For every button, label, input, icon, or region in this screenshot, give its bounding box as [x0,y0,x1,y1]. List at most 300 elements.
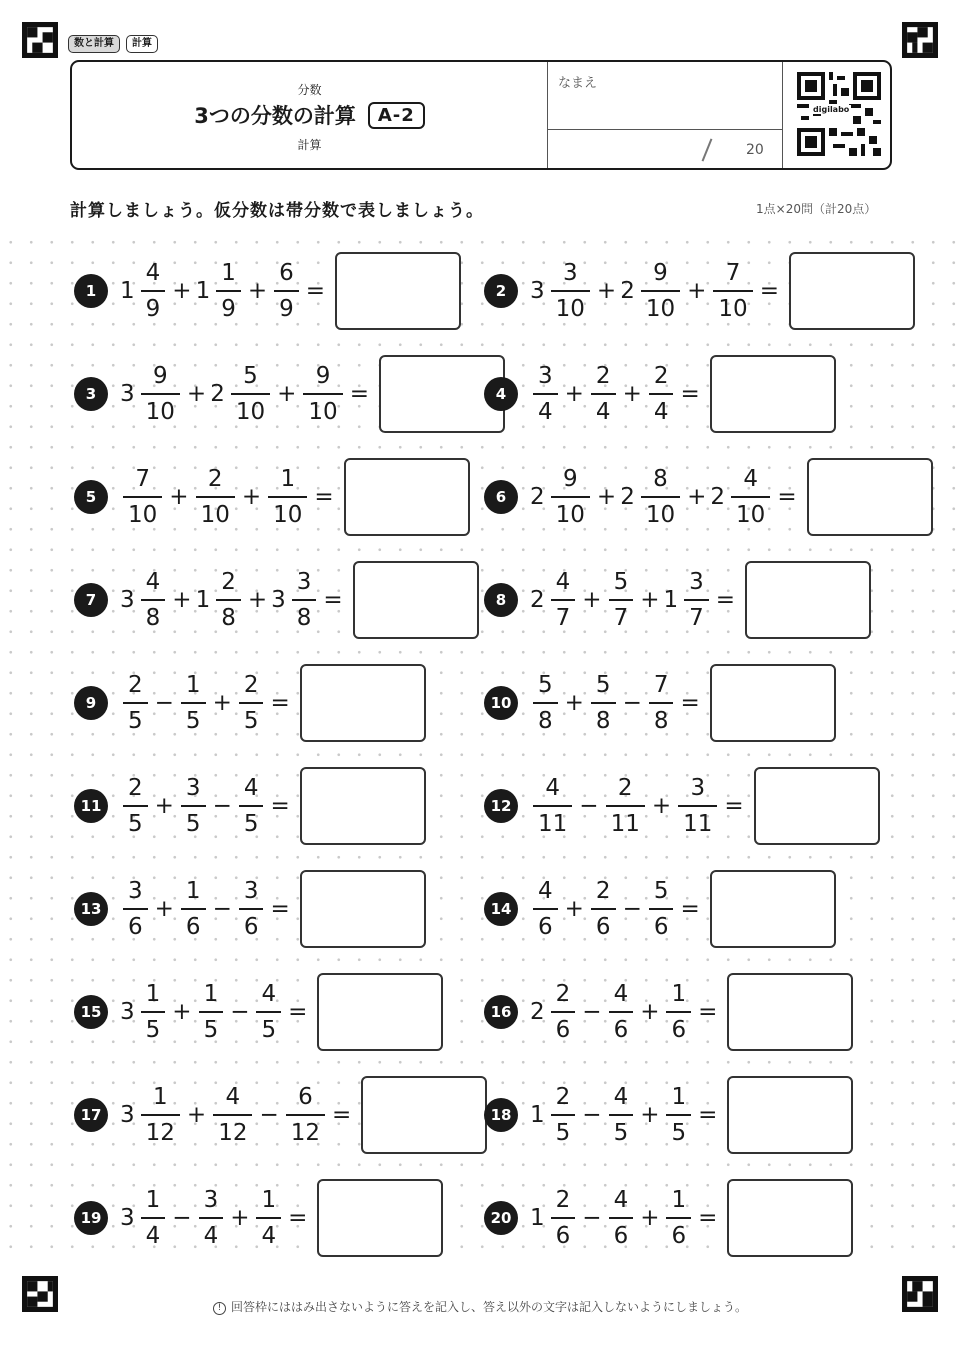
numerator: 5 [538,672,553,698]
numerator: 7 [653,672,669,698]
operator: + [247,278,268,304]
fraction-bar [239,702,264,704]
operator: + [564,896,584,922]
fraction-bar [591,702,616,704]
fraction [141,1081,180,1149]
equals-sign: = [777,484,797,510]
answer-box[interactable] [710,355,836,433]
answer-box[interactable] [300,767,426,845]
operator: − [622,896,642,922]
numerator: 5 [243,363,258,389]
fraction [181,875,206,943]
fraction-bar [141,290,166,292]
fraction-bar [141,599,166,601]
denominator: 10 [555,502,585,528]
numerator: 4 [145,260,161,286]
operator: + [172,999,192,1025]
operator: − [582,1102,602,1128]
problem-17 [74,1075,487,1155]
equals-sign: = [680,690,700,716]
operator: + [564,381,584,407]
fraction [649,360,674,428]
numerator: 4 [145,569,161,595]
fraction [684,566,709,634]
fraction [268,463,307,531]
fraction [303,360,342,428]
whole-number: 3 [120,1102,135,1128]
numerator: 2 [128,672,143,698]
answer-box[interactable] [353,561,479,639]
problem-number-badge: 12 [484,789,518,823]
denominator: 10 [235,399,266,425]
fraction-bar [199,1217,224,1219]
operator: + [640,1102,660,1128]
denominator: 6 [185,914,201,940]
whole-number: 3 [120,587,135,613]
problem-20 [484,1178,853,1258]
denominator: 8 [145,605,161,631]
fraction [609,978,634,1046]
fraction-bar [216,599,241,601]
fraction-bar [533,908,558,910]
denominator: 11 [610,811,640,837]
equals-sign: = [698,999,718,1025]
numerator: 2 [243,672,259,698]
worksheet-header [70,60,892,170]
numerator: 4 [243,775,259,801]
fraction-bar [666,1217,691,1219]
fraction-bar [303,393,342,395]
operator: − [582,1205,602,1231]
whole-number: 2 [530,587,545,613]
problem-6 [484,457,933,537]
denominator: 5 [185,811,201,837]
denominator: 4 [145,1223,161,1249]
fraction-bar [609,1114,634,1116]
answer-box[interactable] [727,1076,853,1154]
answer-box[interactable] [300,664,426,742]
title-block [72,62,547,168]
fraction [641,463,680,531]
numerator: 1 [671,981,687,1007]
numerator: 4 [613,981,629,1007]
fraction [649,669,674,737]
denominator: 10 [308,399,338,425]
denominator: 10 [736,502,766,528]
numerator: 4 [538,878,553,904]
operator: − [230,999,250,1025]
whole-number: 3 [530,278,545,304]
equals-sign: = [680,381,700,407]
answer-box[interactable] [745,561,871,639]
fraction [199,1184,224,1252]
fraction [533,669,558,737]
numerator: 2 [617,775,633,801]
numerator: 1 [145,981,161,1007]
operator: + [596,278,617,304]
fraction [641,257,680,325]
numerator: 4 [545,775,560,801]
denominator: 10 [555,296,585,322]
fraction-bar [649,393,674,395]
operator: − [154,690,174,716]
fraction-bar [609,1217,634,1219]
whole-number: 3 [120,381,135,407]
denominator: 5 [243,708,259,734]
denominator: 9 [221,296,236,322]
operator: + [564,690,584,716]
fraction [199,978,224,1046]
fraction-bar [713,290,752,292]
answer-box[interactable] [710,870,836,948]
fraction-bar [256,1217,281,1219]
numerator: 6 [298,1084,313,1110]
instruction-text: 計算しましょう。仮分数は帯分数で表しましょう。 [70,201,484,221]
problem-10 [484,663,836,743]
fraction-bar [123,908,148,910]
operator: + [186,1102,207,1128]
numerator: 4 [261,981,277,1007]
operator: − [212,793,232,819]
fraction-bar [256,1011,281,1013]
numerator: 3 [690,775,706,801]
denominator: 7 [555,605,571,631]
fraction [551,463,590,531]
numerator: 3 [296,569,312,595]
footer-note [0,1298,960,1315]
problem-number-badge: 5 [74,480,108,514]
numerator: 1 [280,466,296,492]
score-total: 20 [746,142,764,158]
numerator: 3 [538,363,553,389]
numerator: 4 [613,1084,629,1110]
fraction-bar [533,702,558,704]
numerator: 9 [152,363,168,389]
problem-number-badge: 16 [484,995,518,1029]
fraction [591,360,616,428]
equals-sign: = [270,793,290,819]
fraction [649,875,674,943]
whole-number: 1 [530,1102,545,1128]
denominator: 5 [613,1120,629,1146]
whole-number: 2 [530,484,545,510]
operator: + [640,587,660,613]
fraction [181,669,206,737]
fraction-bar [641,496,680,498]
numerator: 3 [203,1187,219,1213]
numerator: 1 [145,1187,161,1213]
fraction [216,257,241,325]
category-tags [68,35,158,53]
operator: + [596,484,617,510]
denominator: 10 [145,399,175,425]
numerator: 9 [653,260,668,286]
denominator: 6 [538,914,553,940]
problem-number-badge: 9 [74,686,108,720]
fraction-bar [731,496,770,498]
whole-number: 1 [195,278,211,304]
operator: + [154,896,174,922]
fraction [609,1081,634,1149]
fraction [239,875,264,943]
denominator: 6 [555,1017,571,1043]
denominator: 5 [243,811,259,837]
fraction [181,772,206,840]
fraction [196,463,235,531]
numerator: 1 [671,1187,687,1213]
score-slash [702,138,713,161]
fraction-bar [141,1217,166,1219]
numerator: 7 [725,260,741,286]
level-code-badge: A-2 [368,102,425,129]
fraction [551,566,576,634]
numerator: 3 [562,260,578,286]
numerator: 6 [279,260,294,286]
whole-number: 3 [120,999,135,1025]
fraction [141,257,166,325]
fraction [731,463,770,531]
numerator: 4 [225,1084,241,1110]
denominator: 7 [613,605,629,631]
answer-box[interactable] [710,664,836,742]
tag-subcategory: 計算 [126,35,158,53]
qr-block [782,62,891,168]
numerator: 2 [555,981,571,1007]
fraction-bar [196,496,235,498]
fraction [141,360,180,428]
problem-number-badge: 13 [74,892,108,926]
fraction [123,875,148,943]
denominator: 5 [185,708,201,734]
fraction [551,1081,576,1149]
answer-box[interactable] [807,458,933,536]
divider [548,129,783,130]
fraction [231,360,270,428]
numerator: 5 [653,878,669,904]
whole-number: 3 [120,1205,135,1231]
operator: − [212,896,232,922]
fraction-bar [684,599,709,601]
whole-number: 2 [620,278,635,304]
denominator: 11 [683,811,713,837]
operator: + [212,690,232,716]
fraction-bar [141,1114,180,1116]
operator: − [579,793,599,819]
problem-4 [484,354,836,434]
denominator: 8 [595,708,611,734]
fraction [609,566,634,634]
numerator: 7 [135,466,150,492]
problem-14 [484,869,836,949]
fraction [123,463,162,531]
equals-sign: = [724,793,744,819]
denominator: 5 [203,1017,219,1043]
denominator: 10 [645,502,676,528]
fraction [666,1081,691,1149]
denominator: 4 [538,399,553,425]
equals-sign: = [680,896,700,922]
fraction [286,1081,325,1149]
denominator: 12 [218,1120,248,1146]
operator: + [230,1205,250,1231]
denominator: 9 [145,296,161,322]
equals-sign: = [759,278,779,304]
numerator: 5 [613,569,629,595]
problem-number-badge: 8 [484,583,518,617]
denominator: 6 [128,914,143,940]
problem-16 [484,972,853,1052]
whole-number: 2 [710,484,726,510]
denominator: 5 [128,811,143,837]
fraction-bar [123,496,162,498]
problem-number-badge: 4 [484,377,518,411]
fraction [606,772,645,840]
operator: − [582,999,602,1025]
numerator: 3 [689,569,704,595]
fraction-bar [551,1011,576,1013]
fraction [239,772,264,840]
fraction [609,1184,634,1252]
fraction [274,257,299,325]
denominator: 8 [221,605,236,631]
denominator: 5 [128,708,143,734]
problem-number-badge: 7 [74,583,108,617]
numerator: 1 [185,878,201,904]
operator: − [172,1205,192,1231]
answer-box[interactable] [727,973,853,1051]
points-info: 1点×20問（計20点） [756,202,877,216]
answer-box[interactable] [361,1076,487,1154]
fraction-bar [216,290,241,292]
whole-number: 1 [663,587,679,613]
denominator: 9 [279,296,294,322]
fraction-bar [123,805,148,807]
fraction-bar [606,805,645,807]
operator: + [241,484,262,510]
fraction-bar [141,393,180,395]
numerator: 2 [595,878,611,904]
fraction [551,257,590,325]
title-row [72,100,547,130]
denominator: 11 [538,811,568,837]
operator: + [186,381,207,407]
corner-marker-icon [902,22,938,58]
fraction-bar [239,908,264,910]
problem-18 [484,1075,853,1155]
fraction-bar [666,1114,691,1116]
fraction-bar [609,599,634,601]
equals-sign: = [288,1205,308,1231]
numerator: 1 [671,1084,687,1110]
equals-sign: = [288,999,308,1025]
problem-11 [74,766,426,846]
fraction [141,978,166,1046]
denominator: 5 [671,1120,687,1146]
operator: + [622,381,642,407]
qr-code-icon [797,72,881,156]
problem-13 [74,869,426,949]
numerator: 1 [185,672,201,698]
fraction [678,772,717,840]
answer-box[interactable] [317,1179,443,1257]
equals-sign: = [715,587,736,613]
denominator: 5 [145,1017,161,1043]
denominator: 10 [128,502,158,528]
denominator: 7 [689,605,704,631]
numerator: 2 [595,363,611,389]
fraction [666,978,691,1046]
numerator: 2 [221,569,236,595]
problem-number-badge: 14 [484,892,518,926]
fraction-bar [551,599,576,601]
numerator: 2 [555,1084,571,1110]
equals-sign: = [698,1205,718,1231]
numerator: 9 [315,363,331,389]
problem-8 [484,560,871,640]
operator: + [582,587,602,613]
numerator: 3 [185,775,201,801]
numerator: 1 [221,260,236,286]
fraction [213,1081,252,1149]
answer-box[interactable] [300,870,426,948]
denominator: 10 [200,502,230,528]
answer-box[interactable] [789,252,915,330]
fraction-bar [551,290,590,292]
fraction-bar [286,1114,325,1116]
whole-number: 1 [530,1205,545,1231]
score-field[interactable] [702,140,782,164]
fraction-bar [649,908,674,910]
fraction [551,978,576,1046]
equals-sign: = [698,1102,718,1128]
fraction-bar [591,908,616,910]
fraction [256,1184,281,1252]
answer-box[interactable] [727,1179,853,1257]
answer-box[interactable] [335,252,461,330]
subject-label: 分数 [297,83,322,97]
fraction [239,669,264,737]
denominator: 4 [653,399,669,425]
whole-number: 3 [271,587,286,613]
problem-2 [484,251,915,331]
denominator: 5 [261,1017,277,1043]
fraction-bar [199,1011,224,1013]
unit-label: 計算 [297,138,322,152]
fraction-bar [533,805,572,807]
operator: + [277,381,297,407]
fraction-bar [551,496,590,498]
numerator: 3 [128,878,143,904]
problem-number-badge: 3 [74,377,108,411]
problem-number-badge: 1 [74,274,108,308]
problem-number-badge: 2 [484,274,518,308]
denominator: 4 [595,399,611,425]
numerator: 1 [152,1084,168,1110]
numerator: 1 [261,1187,277,1213]
answer-box[interactable] [317,973,443,1051]
whole-number: 1 [195,587,211,613]
whole-number: 2 [620,484,635,510]
fraction-bar [641,290,680,292]
operator: + [651,793,672,819]
equals-sign: = [332,1102,352,1128]
answer-box[interactable] [344,458,470,536]
denominator: 5 [555,1120,571,1146]
operator: − [259,1102,279,1128]
fraction [666,1184,691,1252]
answer-box[interactable] [754,767,880,845]
fraction [591,875,616,943]
